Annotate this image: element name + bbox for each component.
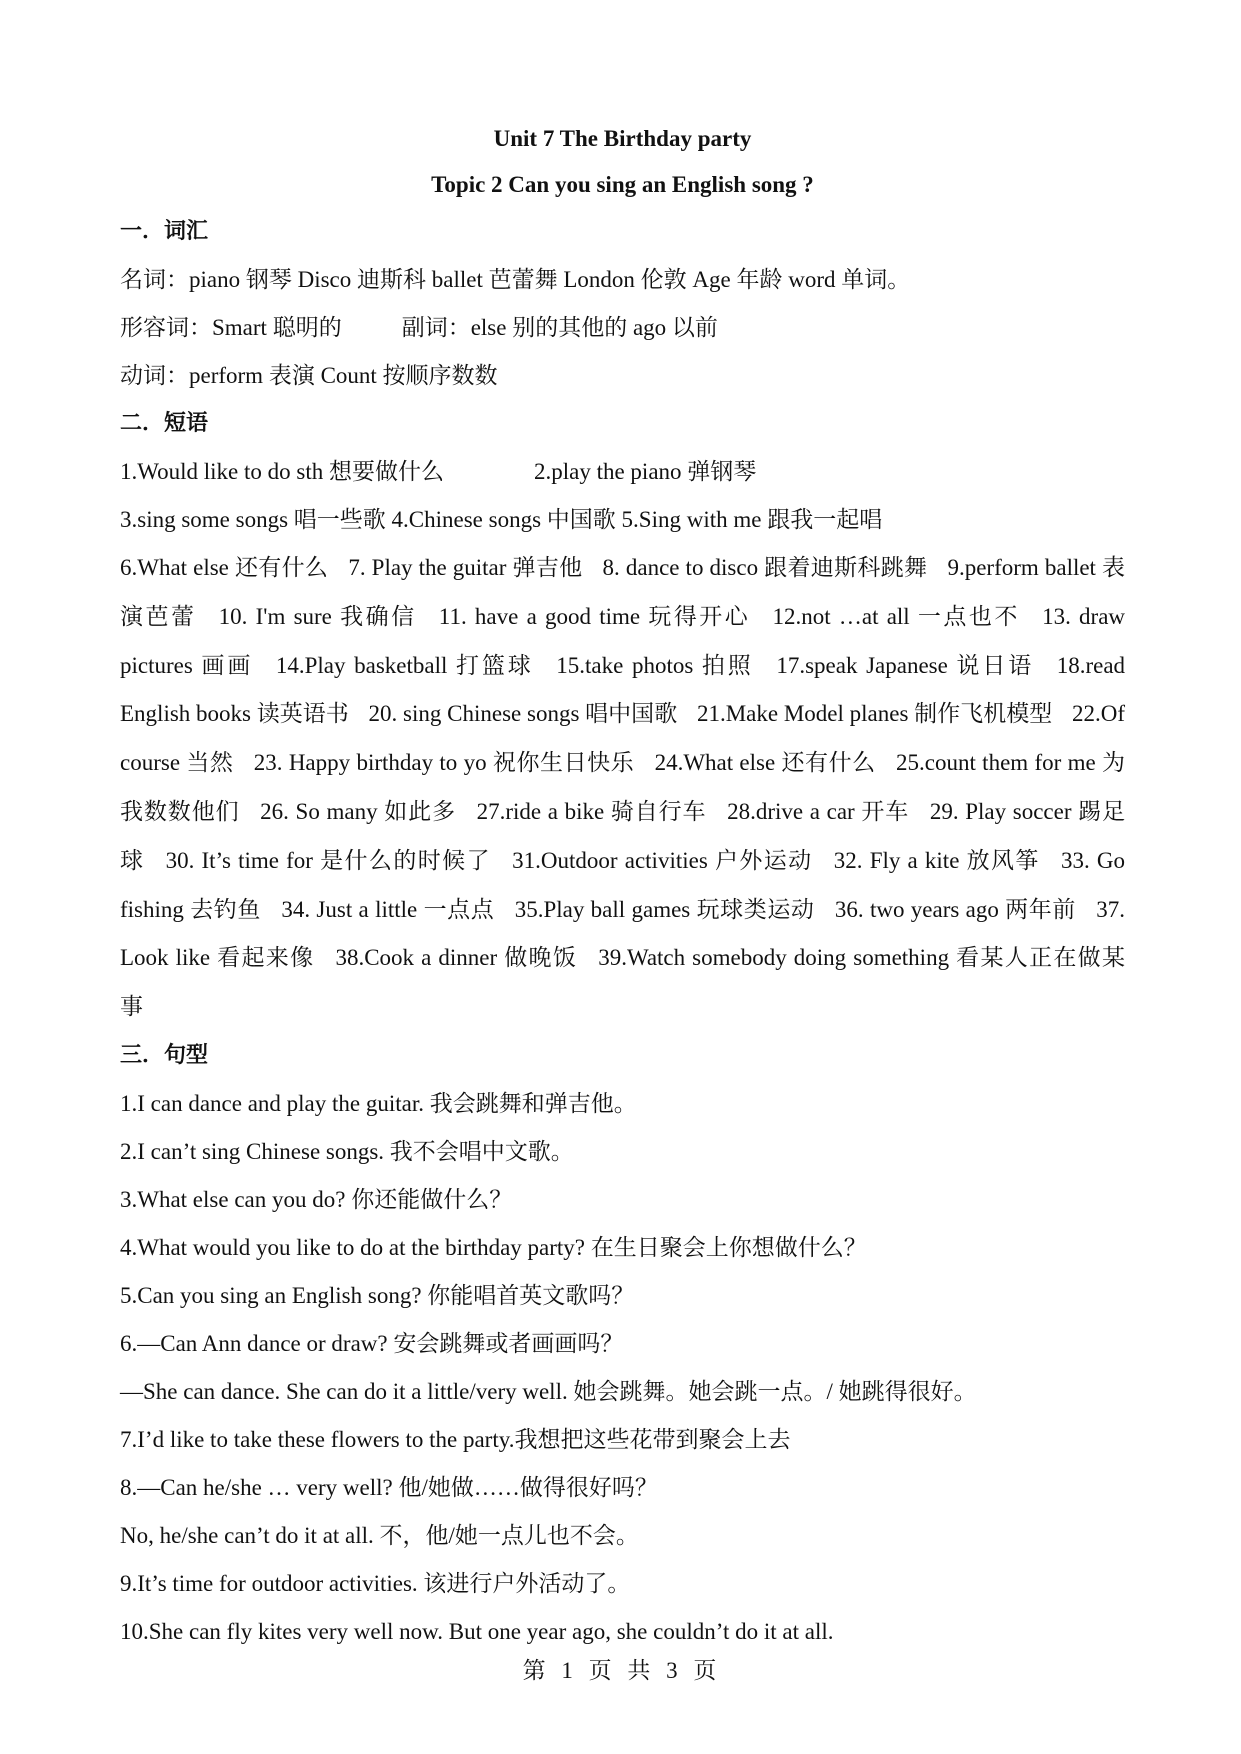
- phrase-item: 1.Would like to do sth 想要做什么: [120, 459, 444, 484]
- phrase-item: 7. Play the guitar 弹吉他: [348, 555, 583, 580]
- phrase-item: 38.Cook a dinner 做晚饭: [335, 945, 578, 971]
- phrase-item: 27.ride a bike 骑自行车: [476, 798, 707, 824]
- phrase-item: 30. It’s time for 是什么的时候了: [165, 847, 491, 873]
- sentence-line: 9.It’s time for outdoor activities. 该进行户外活动了。: [120, 1570, 631, 1596]
- vocab-nouns: 名词：piano 钢琴 Disco 迪斯科 ballet 芭蕾舞 London 伦敦 Age 年龄 word 单词。: [120, 267, 911, 292]
- vocab-verbs: 动词：perform 表演 Count 按顺序数数: [120, 363, 498, 388]
- document-subtitle: Topic 2 Can you sing an English song ?: [431, 172, 814, 197]
- sentence-line: No, he/she can’t do it at all. 不，他/她一点儿也不会。: [120, 1522, 639, 1548]
- sentence-line: 3.What else can you do? 你还能做什么？: [120, 1186, 513, 1212]
- document-title: Unit 7 The Birthday party: [493, 126, 752, 151]
- phrase-item: 13. draw pictures 画画: [120, 603, 1126, 678]
- phrase-item: 26. So many 如此多: [260, 798, 456, 824]
- phrase-item: 33. Go fishing 去钓鱼: [120, 847, 1126, 922]
- phrase-item: 21.Make Model planes 制作飞机模型: [696, 701, 1053, 727]
- phrases-paragraph: [120, 544, 1125, 1032]
- phrase-item: 32. Fly a kite 放风筝: [833, 847, 1040, 873]
- vocab-heading: 一．词汇: [120, 219, 209, 244]
- phrases-line-1: [120, 448, 1125, 496]
- sentence-line: 5.Can you sing an English song? 你能唱首英文歌吗？: [120, 1282, 635, 1308]
- phrase-item: 8. dance to disco 跟着迪斯科跳舞: [602, 555, 928, 580]
- phrase-item: 22.Of course 当然: [120, 701, 1126, 776]
- phrase-item: 2.play the piano 弹钢琴: [533, 459, 757, 484]
- phrase-item: 39.Watch somebody doing something 看某人正在做某事: [120, 945, 1125, 1020]
- phrase-item: 36. two years ago 两年前: [834, 896, 1076, 922]
- sentence-line: —She can dance. She can do it a little/very well. 她会跳舞。她会跳一点。/ 她跳得很好。: [120, 1378, 977, 1404]
- phrase-item: 10. I'm sure 我确信: [218, 603, 417, 629]
- document-content: [120, 116, 1125, 1656]
- phrase-item: 17.speak Japanese 说日语: [776, 652, 1035, 678]
- phrase-item: 37. Look like 看起来像: [120, 896, 1126, 971]
- phrase-item: 24.What else 还有什么: [654, 750, 876, 776]
- phrase-item: 34. Just a little 一点点: [281, 896, 495, 922]
- sentence-list: [120, 1080, 1125, 1656]
- phrases-heading: 二．短语: [120, 411, 209, 436]
- phrase-item: 9.perform ballet 表演芭蕾: [120, 555, 1126, 629]
- vocab-adj-adv: [120, 304, 1125, 352]
- sentence-line: 4.What would you like to do at the birthday party? 在生日聚会上你想做什么？: [120, 1234, 867, 1260]
- sentence-line: 6.—Can Ann dance or draw? 安会跳舞或者画画吗？: [120, 1330, 624, 1356]
- phrase-item: 15.take photos 拍照: [556, 652, 754, 678]
- phrase-item: 35.Play ball games 玩球类运动: [514, 896, 815, 922]
- sentences-heading: 三．句型: [120, 1042, 209, 1068]
- phrase-item: 28.drive a car 开车: [727, 798, 910, 824]
- phrase-item: 25.count them for me 为我数数他们: [120, 750, 1126, 824]
- page-footer: 第 1 页 共 3 页: [522, 1658, 719, 1683]
- phrase-item: 20. sing Chinese songs 唱中国歌: [368, 701, 678, 727]
- phrase-item: 12.not …at all 一点也不: [772, 603, 1020, 629]
- phrase-item: 14.Play basketball 打篮球: [275, 652, 534, 678]
- phrase-item: 6.What else 还有什么: [120, 555, 329, 580]
- sentence-line: 7.I’d like to take these flowers to the party.我想把这些花带到聚会上去: [120, 1426, 791, 1452]
- sentence-line: 1.I can dance and play the guitar. 我会跳舞和弹吉他。: [120, 1090, 637, 1116]
- phrase-item: 31.Outdoor activities 户外运动: [512, 847, 813, 873]
- vocab-adverbs: 副词：else 别的其他的 ago 以前: [401, 315, 718, 340]
- phrase-item: 29. Play soccer 踢足球: [120, 798, 1126, 873]
- phrases-line-2: 3.sing some songs 唱一些歌 4.Chinese songs 中国歌 5.Sing with me 跟我一起唱: [120, 507, 883, 532]
- phrase-item: 18.read English books 读英语书: [120, 652, 1126, 727]
- vocab-adjectives: 形容词：Smart 聪明的: [120, 315, 342, 340]
- phrase-item: 11. have a good time 玩得开心: [438, 603, 751, 629]
- sentence-line: 2.I can’t sing Chinese songs. 我不会唱中文歌。: [120, 1138, 574, 1164]
- sentence-line: 8.—Can he/she … very well? 他/她做……做得很好吗？: [120, 1474, 658, 1500]
- sentence-line: 10.She can fly kites very well now. But one year ago, she couldn’t do it at all.: [120, 1618, 834, 1644]
- phrase-item: 23. Happy birthday to yo 祝你生日快乐: [253, 750, 635, 776]
